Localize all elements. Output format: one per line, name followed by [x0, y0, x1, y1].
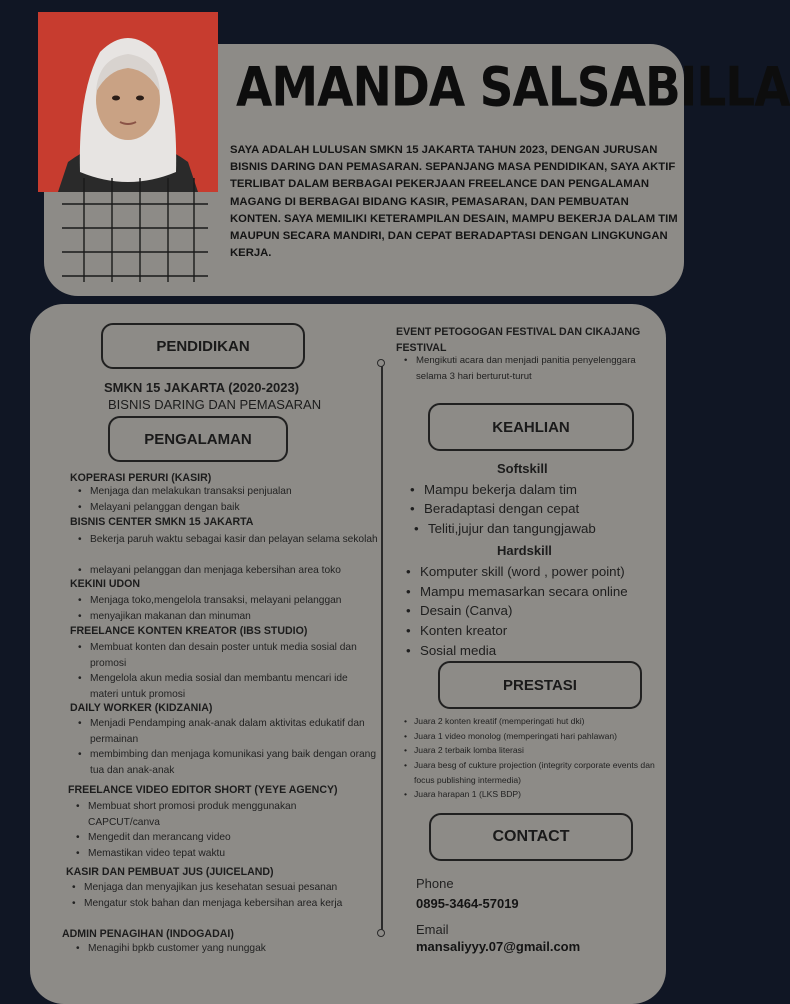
job-point: • Menjaga dan menyajikan jus kesehatan sesuai pesanan [84, 880, 374, 896]
event-title: EVENT PETOGOGAN FESTIVAL DAN CIKAJANG FESTIVAL [396, 326, 641, 354]
phone-label: Phone [416, 876, 454, 891]
job-title: BISNIS CENTER SMKN 15 JAKARTA [70, 516, 254, 528]
experience-heading: PENGALAMAN [108, 416, 288, 462]
softskill-item: • Mampu bekerja dalam tim [424, 482, 577, 497]
achievement-item: • Juara 1 video monolog (memperingati hari pahlawan) [414, 729, 674, 744]
job-point: • membimbing dan menjaga komunikasi yang baik dengan orang tua dan anak-anak [90, 747, 382, 778]
job-title: KOPERASI PERURI (KASIR) [70, 472, 212, 484]
education-school: SMKN 15 JAKARTA (2020-2023) [104, 380, 300, 395]
hardskill-label: Hardskill [497, 543, 552, 558]
job-point: • melayani pelanggan dan menjaga kebersihan area toko [90, 563, 382, 579]
profile-photo [38, 12, 218, 192]
job-point: • Mengedit dan merancang video [88, 830, 368, 846]
timeline-dot-top [377, 359, 385, 367]
timeline-line [381, 360, 383, 935]
achievement-item: • Juara harapan 1 (LKS BDP) [414, 787, 664, 802]
hardskill-item: • Sosial media [420, 643, 496, 658]
job-title: KEKINI UDON [70, 578, 141, 590]
job-point: • Mengelola akun media sosial dan membantu mencari ide materi untuk promosi [90, 671, 374, 702]
softskill-item: • Beradaptasi dengan cepat [424, 501, 579, 516]
grid-decoration [62, 178, 208, 282]
job-point: • Membuat konten dan desain poster untuk media sosial dan promosi [90, 640, 374, 671]
achievement-item: • Juara 2 konten kreatif (memperingati hut dki) [414, 714, 664, 729]
job-point: • Bekerja paruh waktu sebagai kasir dan pelayan selama sekolah [90, 532, 382, 548]
event-point: • Mengikuti acara dan menjadi panitia penyelenggara selama 3 hari berturut-turut [416, 353, 656, 384]
job-title: ADMIN PENAGIHAN (INDOGADAI) [62, 928, 234, 940]
contact-heading: CONTACT [429, 813, 633, 861]
skills-heading: KEAHLIAN [428, 403, 634, 451]
job-point: • Menagihi bpkb customer yang nunggak [88, 941, 368, 957]
hardskill-item: • Desain (Canva) [420, 603, 512, 618]
education-major: BISNIS DARING DAN PEMASARAN [108, 397, 322, 412]
achievement-item: • Juara besg of cukture projection (integrity corporate events dan focus publishing intermedia) [414, 758, 664, 787]
job-point: • Memastikan video tepat waktu [88, 846, 368, 862]
job-title: FREELANCE VIDEO EDITOR SHORT (YEYE AGENCY) [68, 784, 338, 796]
job-point: • Melayani pelanggan dengan baik [90, 500, 370, 516]
achievements-heading: PRESTASI [438, 661, 642, 709]
job-point: • Menjaga toko,mengelola transaksi, melayani pelanggan [90, 593, 382, 609]
email-address[interactable]: mansaliyyy.07@gmail.com [416, 939, 581, 954]
hardskill-item: • Mampu memasarkan secara online [420, 584, 628, 599]
full-name: AMANDA SALSABILLA [236, 56, 790, 120]
job-title: DAILY WORKER (KIDZANIA) [70, 702, 213, 714]
education-heading: PENDIDIKAN [101, 323, 305, 369]
softskill-label: Softskill [497, 461, 548, 476]
portrait-illustration [38, 12, 218, 192]
job-title: KASIR DAN PEMBUAT JUS (JUICELAND) [66, 866, 274, 878]
job-title: FREELANCE KONTEN KREATOR (IBS STUDIO) [70, 625, 308, 637]
phone-number[interactable]: 0895-3464-57019 [416, 896, 519, 911]
softskill-item: • Teliti,jujur dan tangungjawab [428, 521, 596, 536]
job-point: • Menjadi Pendamping anak-anak dalam aktivitas edukatif dan permainan [90, 716, 382, 747]
job-point: • Mengatur stok bahan dan menjaga kebersihan area kerja [84, 896, 364, 912]
email-label: Email [416, 922, 449, 937]
hardskill-item: • Komputer skill (word , power point) [420, 564, 625, 579]
job-point: • Membuat short promosi produk menggunakan CAPCUT/canva [88, 799, 346, 830]
hardskill-item: • Konten kreator [420, 623, 507, 638]
achievement-item: • Juara 2 terbaik lomba literasi [414, 743, 664, 758]
job-point: • Menjaga dan melakukan transaksi penjualan [90, 484, 370, 500]
profile-summary: SAYA ADALAH LULUSAN SMKN 15 JAKARTA TAHUN 2023, DENGAN JURUSAN BISNIS DARING DAN PEMASARAN. SEPANJANG MASA PENDIDIKAN, SAYA AKTIF TERLIBAT DALAM BERBAGAI PEKERJAAN FREELANCE DAN PENGALAMAN MAGANG DI BERBAGAI BIDANG KASIR, PEMASARAN, DAN PEMBUATAN KONTEN. SAYA MEMILIKI KETERAMPILAN DESAIN, MAMPU BEKERJA DALAM TIM MAUPUN SECARA MANDIRI, DAN CEPAT BERADAPTASI DENGAN LINGKUNGAN KERJA. [230, 144, 678, 260]
job-point: • menyajikan makanan dan minuman [90, 609, 382, 625]
timeline-dot-bottom [377, 929, 385, 937]
